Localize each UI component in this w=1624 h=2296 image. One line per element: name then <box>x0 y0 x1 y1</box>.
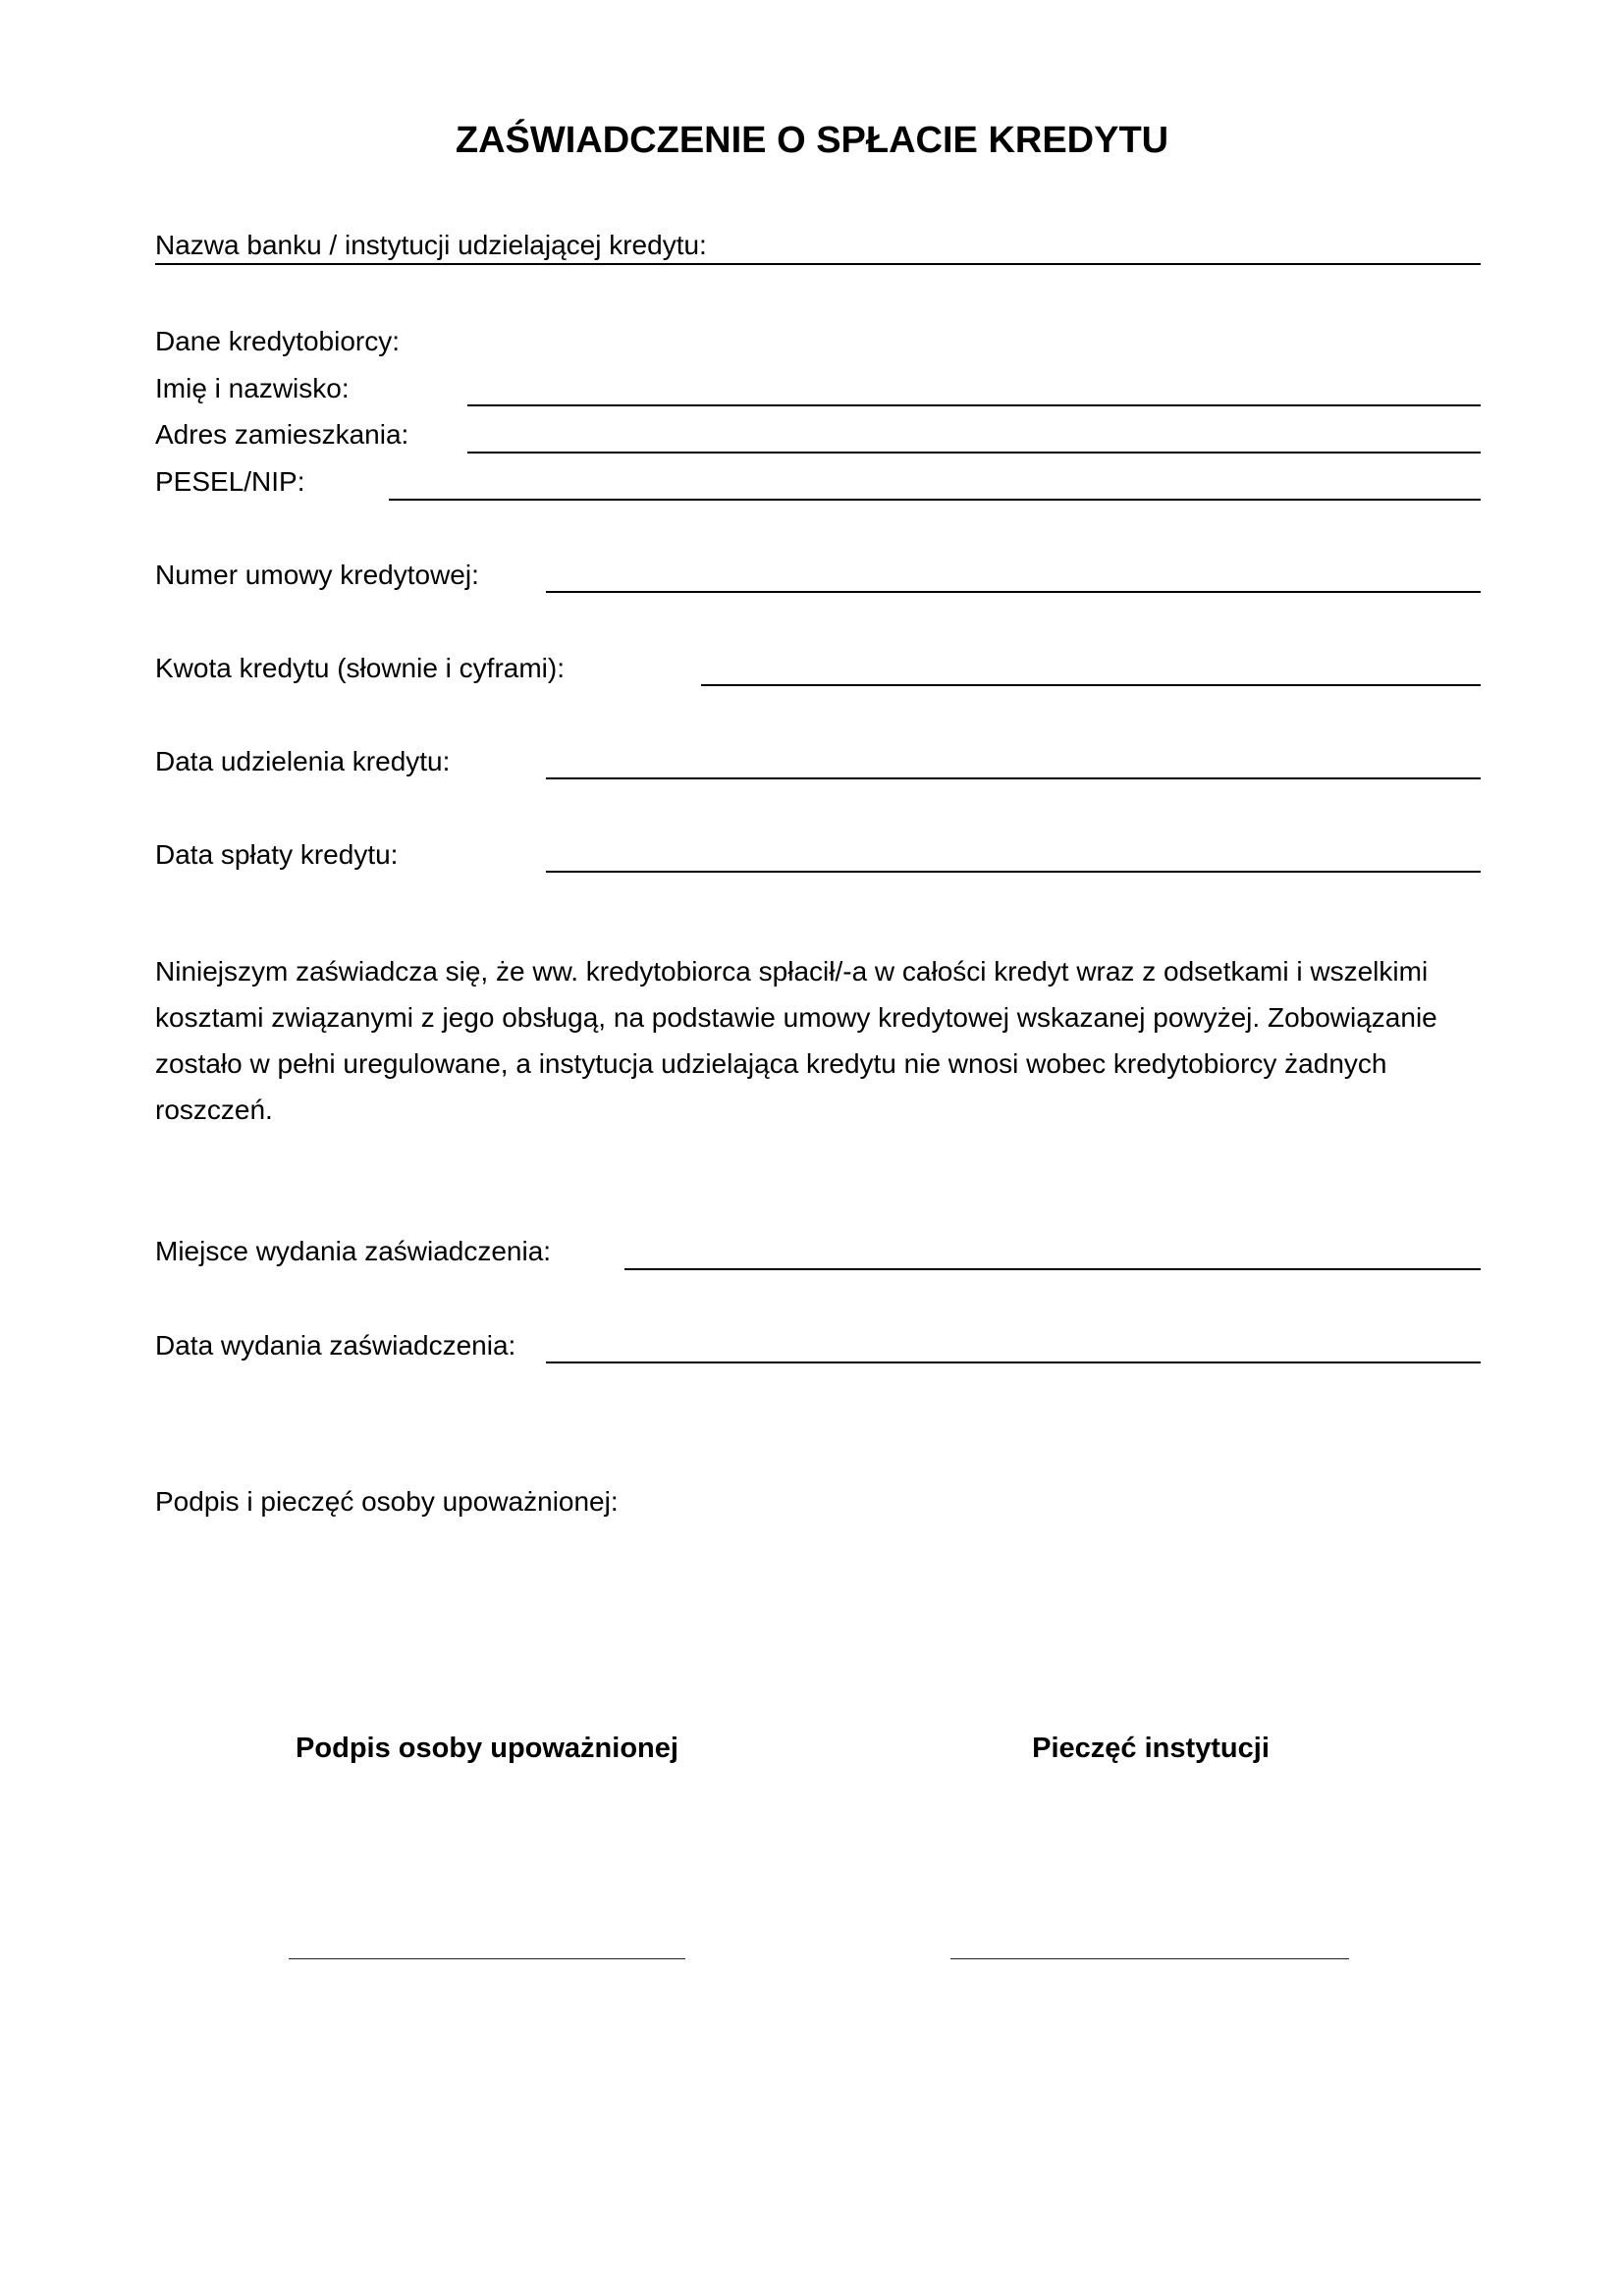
contract-number-label: Numer umowy kredytowej: <box>155 560 479 590</box>
signature-line[interactable] <box>289 1958 685 1959</box>
bank-name-label: Nazwa banku / instytucji udzielającej kredytu: <box>155 230 707 260</box>
page-title: ZAŚWIADCZENIE O SPŁACIE KREDYTU <box>455 120 1169 161</box>
repayment-date-field[interactable] <box>546 871 1481 873</box>
contract-number-field[interactable] <box>546 591 1481 593</box>
address-field[interactable] <box>467 452 1481 454</box>
issue-place-label: Miejsce wydania zaświadczenia: <box>155 1236 552 1266</box>
loan-amount-label: Kwota kredytu (słownie i cyframi): <box>155 653 566 683</box>
issue-date-label: Data wydania zaświadczenia: <box>155 1330 516 1361</box>
issue-place-field[interactable] <box>624 1268 1481 1270</box>
bank-name-field[interactable] <box>155 263 1481 265</box>
loan-amount-field[interactable] <box>701 684 1481 686</box>
grant-date-label: Data udzielenia kredytu: <box>155 746 451 776</box>
name-field[interactable] <box>467 404 1481 406</box>
stamp-caption: Pieczęć instytucji <box>1032 1733 1270 1764</box>
certificate-statement: Niniejszym zaświadcza się, że ww. kredytobiorca spłacił/-a w całości kredyt wraz z odsetkami i wszelkimi kosztami związanymi z jego obsługą, na podstawie umowy kredytowej wskazanej powyżej. Zobowiązanie zostało w pełni uregulowane, a instytucja udzielająca kredytu nie wnosi wobec kredytobiorcy żadnych roszczeń. <box>155 956 1437 1125</box>
stamp-line[interactable] <box>950 1958 1349 1959</box>
repayment-date-label: Data spłaty kredytu: <box>155 839 399 870</box>
grant-date-field[interactable] <box>546 777 1481 779</box>
address-label: Adres zamieszkania: <box>155 419 409 450</box>
signature-caption: Podpis osoby upoważnionej <box>296 1733 678 1764</box>
name-label: Imię i nazwisko: <box>155 373 350 403</box>
pesel-field[interactable] <box>389 499 1481 501</box>
issue-date-field[interactable] <box>546 1362 1481 1363</box>
borrower-section-label: Dane kredytobiorcy: <box>155 326 401 356</box>
pesel-label: PESEL/NIP: <box>155 466 305 497</box>
signature-stamp-label: Podpis i pieczęć osoby upoważnionej: <box>155 1486 619 1517</box>
